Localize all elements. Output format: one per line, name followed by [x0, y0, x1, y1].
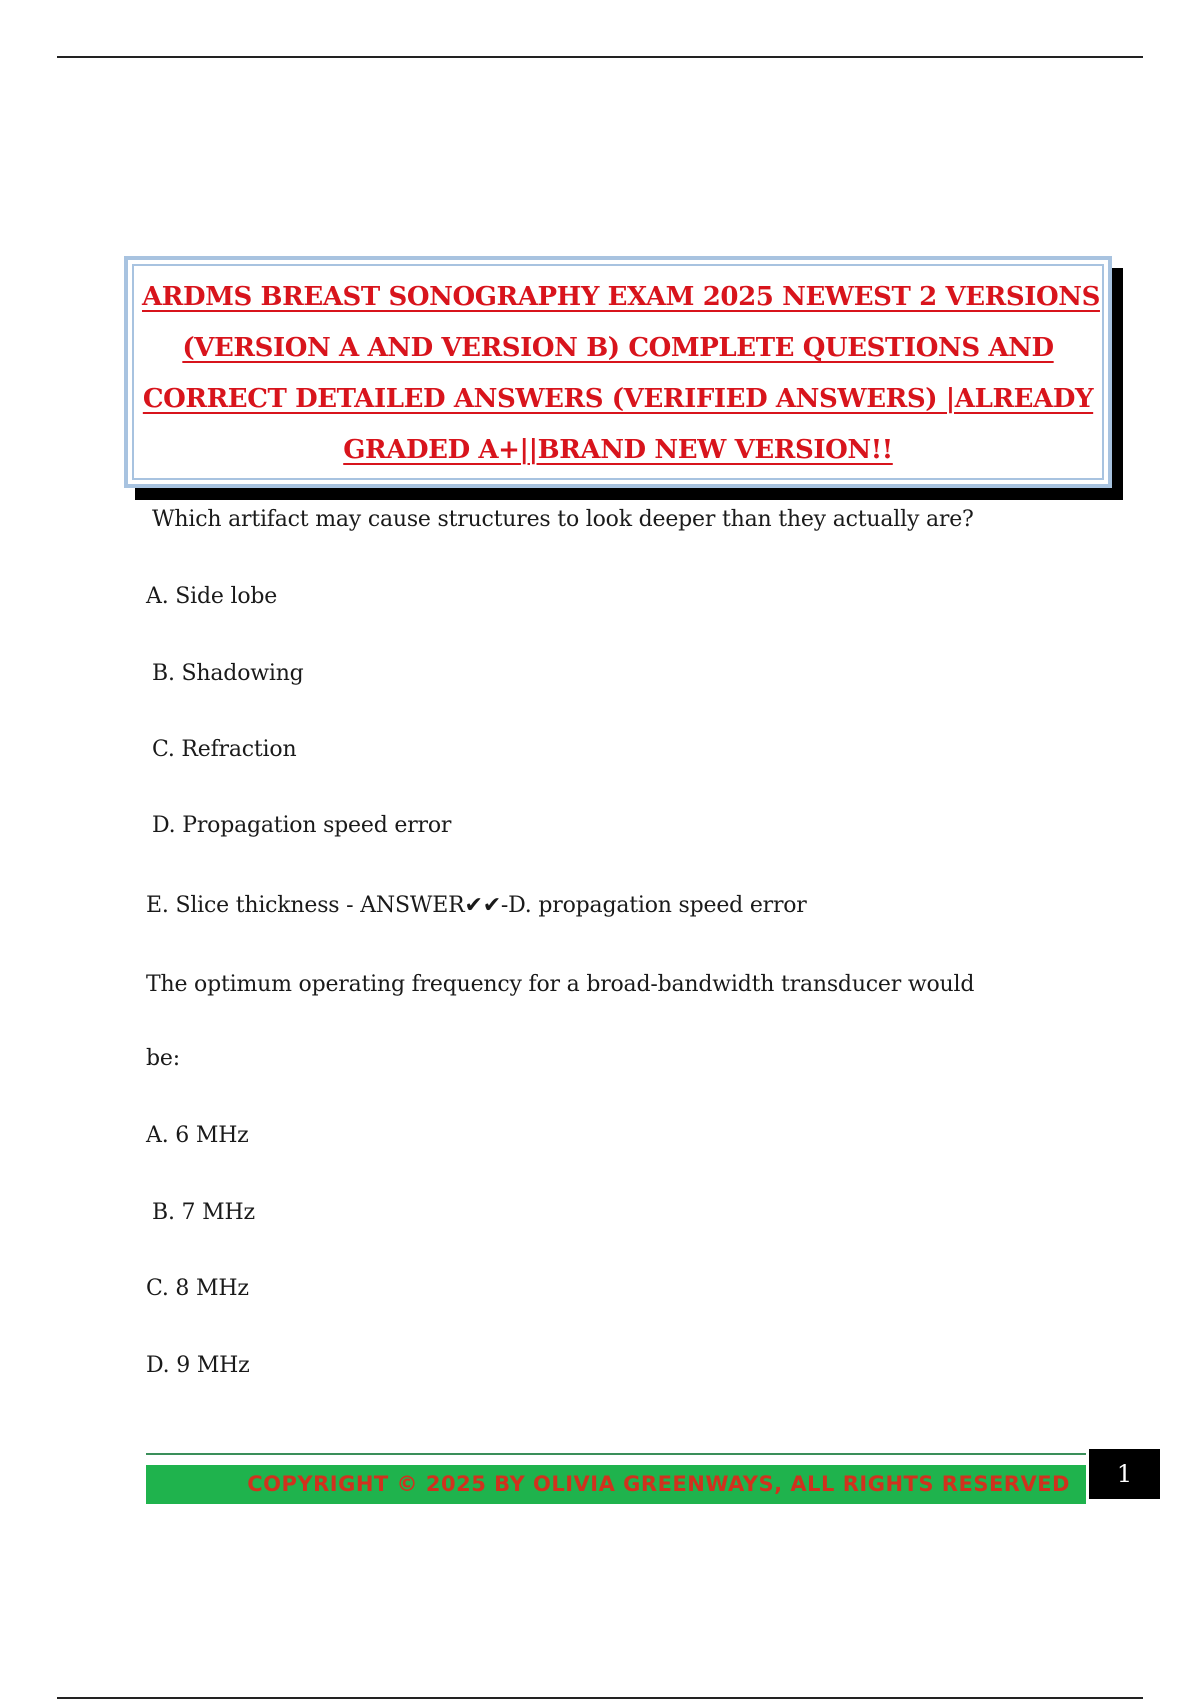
copyright-text: COPYRIGHT © 2025 BY OLIVIA GREENWAYS, ALL RIGHTS RESERVED: [247, 1472, 1070, 1496]
title-box: [124, 256, 1112, 488]
question-1-prompt: Which artifact may cause structures to look deeper than they actually are?: [152, 507, 974, 532]
question-2-option-a: A. 6 MHz: [146, 1123, 249, 1148]
question-1-option-a: A. Side lobe: [146, 584, 278, 609]
question-2-option-c: C. 8 MHz: [146, 1276, 249, 1301]
footer-rule: [146, 1453, 1086, 1455]
page-number: 1: [1089, 1449, 1160, 1499]
title-line-4: GRADED A+||BRAND NEW VERSION!!: [343, 435, 893, 465]
question-2-prompt-line-1: The optimum operating frequency for a broad-bandwidth transducer would: [146, 972, 975, 997]
question-2-option-d: D. 9 MHz: [146, 1353, 250, 1378]
question-2-prompt-line-2: be:: [146, 1046, 180, 1071]
footer-bar: [146, 1465, 1086, 1504]
bottom-rule: [57, 1697, 1143, 1699]
document-title: [142, 272, 1100, 476]
question-2-option-b: B. 7 MHz: [152, 1200, 255, 1225]
top-rule: [57, 56, 1143, 58]
question-1-option-b: B. Shadowing: [152, 661, 304, 686]
title-line-3: CORRECT DETAILED ANSWERS (VERIFIED ANSWERS) |ALREADY: [142, 384, 1094, 414]
question-1-option-d: D. Propagation speed error: [152, 813, 452, 838]
question-1-option-c: C. Refraction: [152, 737, 297, 762]
title-line-1: ARDMS BREAST SONOGRAPHY EXAM 2025 NEWEST 2 VERSIONS: [142, 282, 1100, 312]
title-line-2: (VERSION A AND VERSION B) COMPLETE QUESTIONS AND: [182, 333, 1054, 363]
question-1-option-e-answer: E. Slice thickness - ANSWER✔✔-D. propagation speed error: [146, 893, 807, 918]
